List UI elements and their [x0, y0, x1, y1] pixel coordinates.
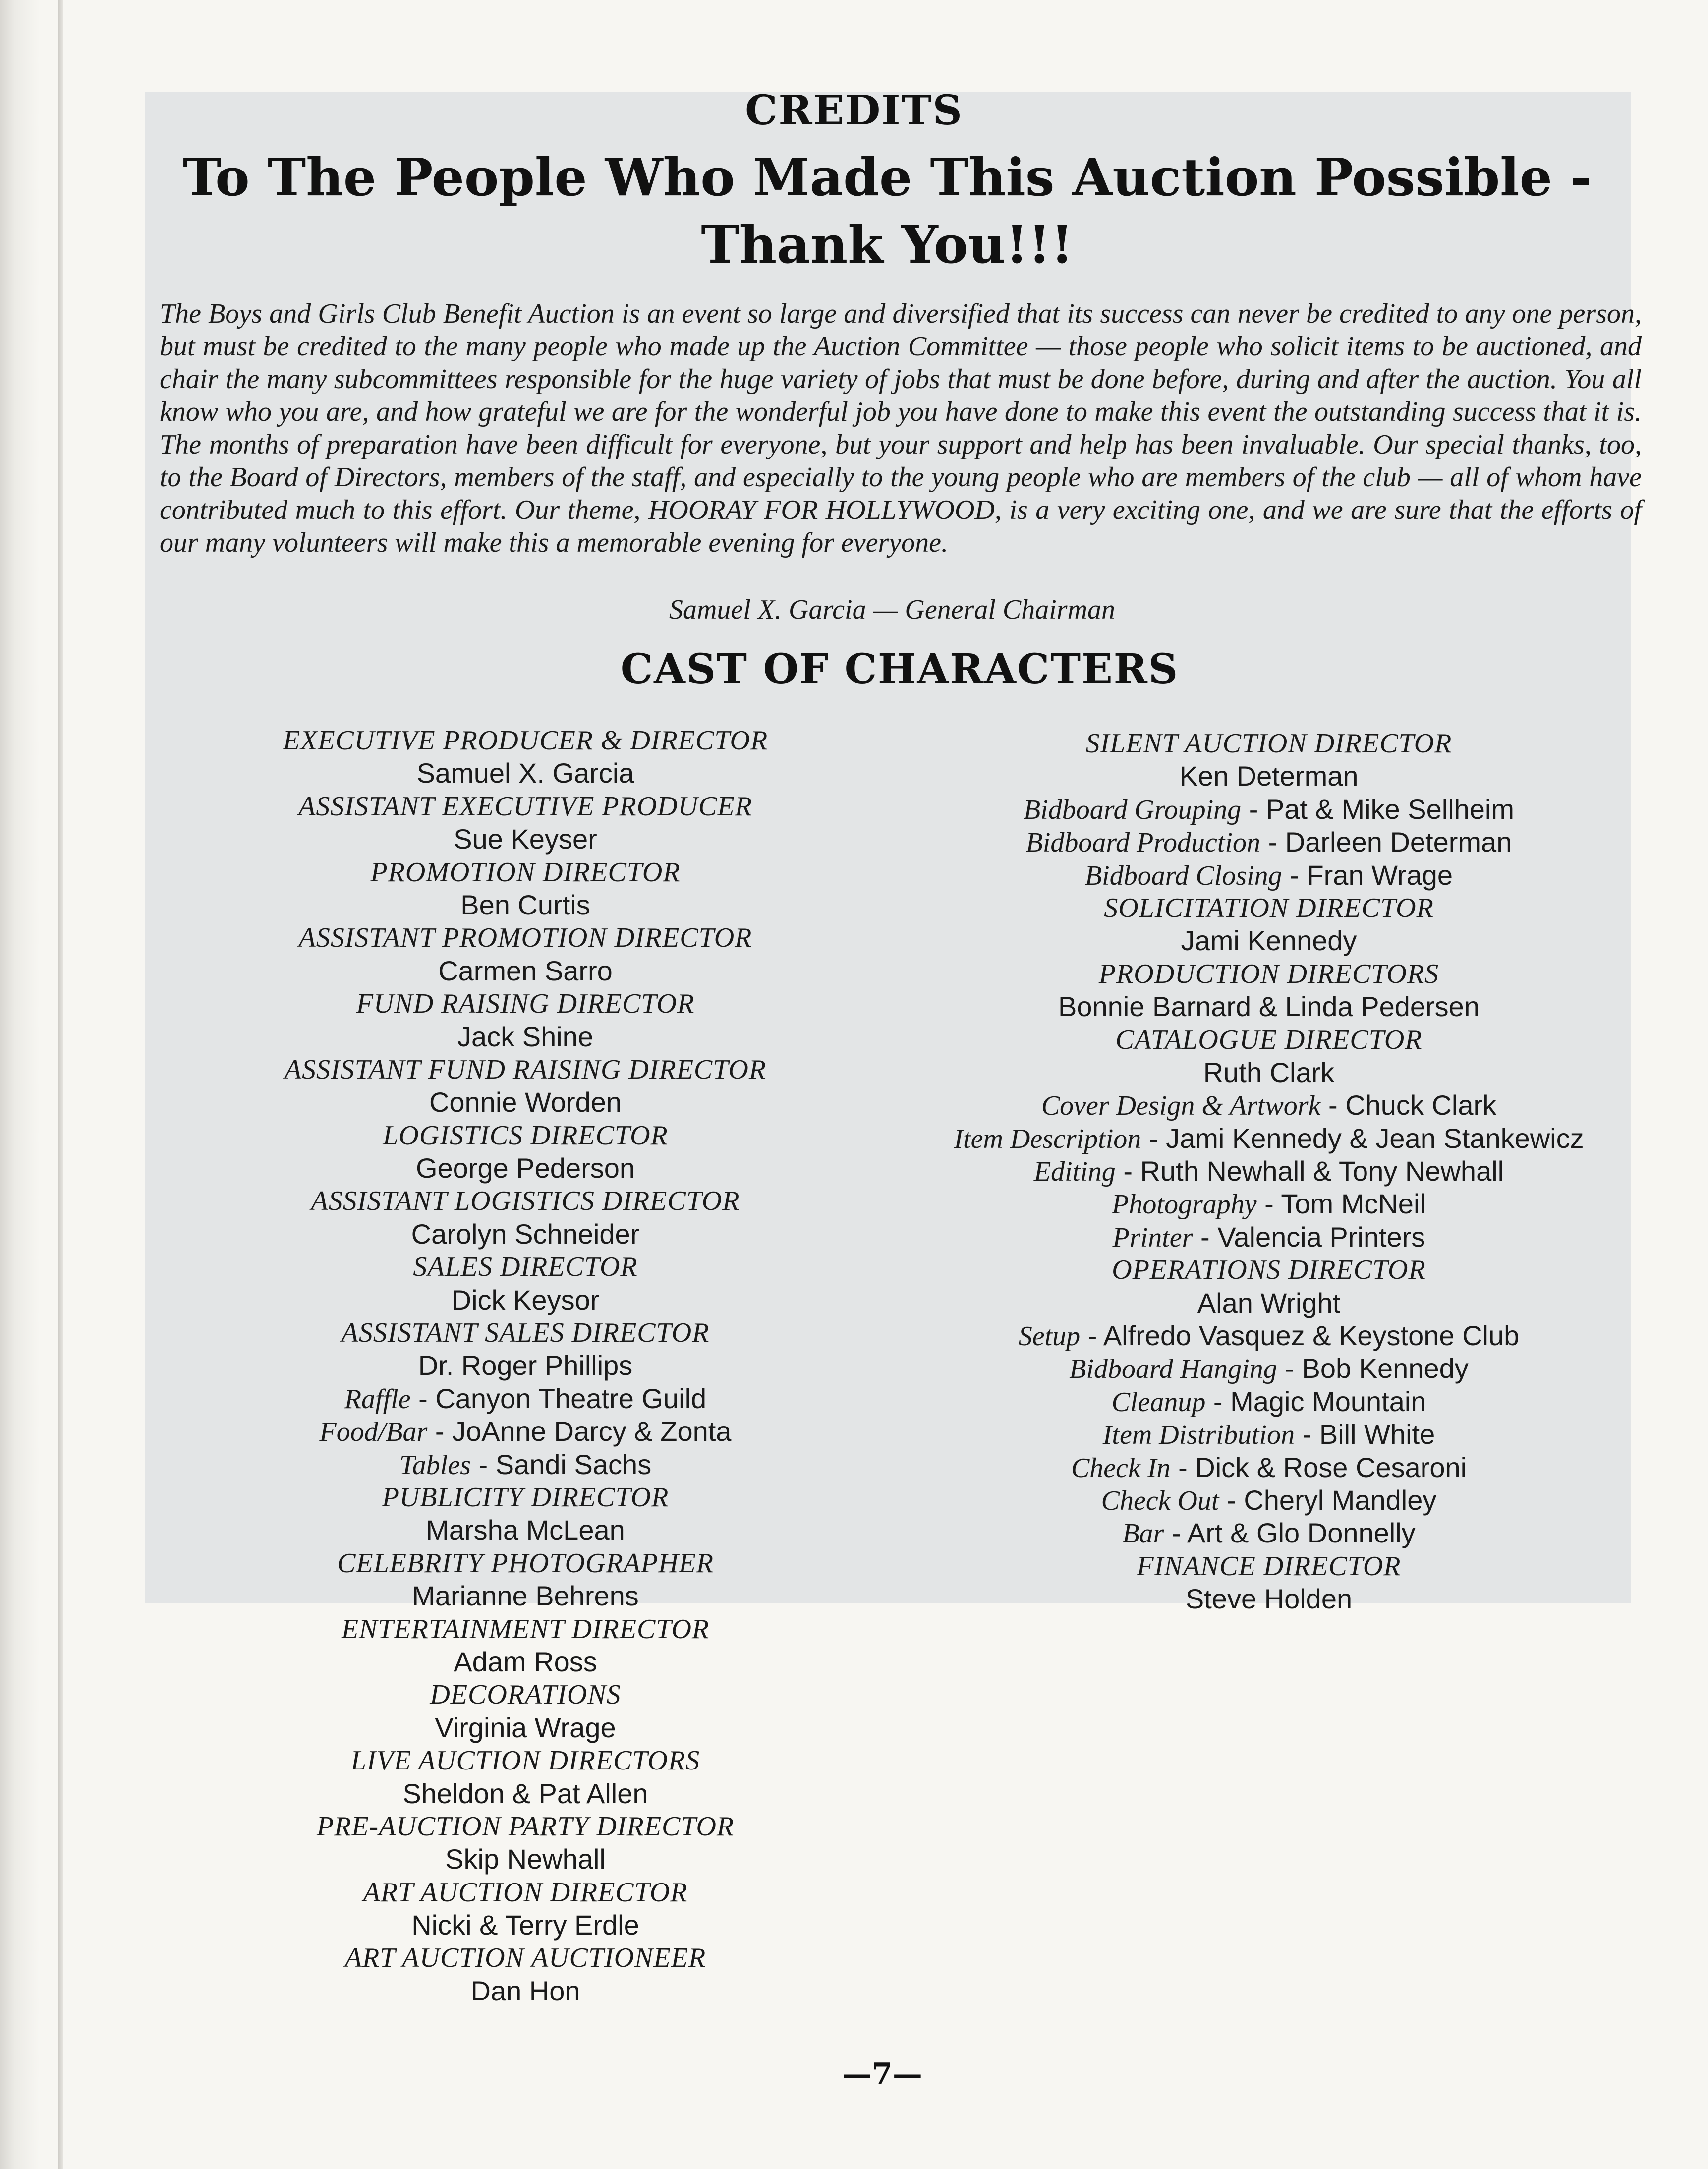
- role-title: PRODUCTION DIRECTORS: [1098, 958, 1439, 989]
- assignee-name: Fran Wrage: [1307, 859, 1453, 891]
- role-assignment: [892, 1451, 1646, 1484]
- role-title: LIVE AUCTION DIRECTORS: [350, 1745, 700, 1776]
- thanks-heading: [149, 144, 1626, 279]
- person-name: Samuel X. Garcia: [416, 757, 634, 789]
- role-assignment: [892, 1155, 1646, 1188]
- sub-role-label: Cleanup: [1111, 1386, 1206, 1418]
- person-name: Virginia Wrage: [435, 1712, 616, 1743]
- assignee-name: Pat & Mike Sellheim: [1265, 793, 1515, 825]
- person-name: Dick Keysor: [451, 1284, 600, 1315]
- person-name: Carmen Sarro: [438, 955, 613, 986]
- role-title: DECORATIONS: [430, 1679, 621, 1711]
- role-assignment: [892, 826, 1646, 858]
- separator: -: [410, 1382, 436, 1414]
- role-assignment: [892, 1385, 1646, 1418]
- person-name: Adam Ross: [454, 1646, 597, 1677]
- role-assignment: [892, 793, 1646, 826]
- assignee-name: Canyon Theatre Guild: [435, 1382, 707, 1414]
- sub-role-label: Printer: [1112, 1222, 1193, 1253]
- role-title: ASSISTANT LOGISTICS DIRECTOR: [311, 1186, 740, 1217]
- separator: -: [427, 1416, 453, 1447]
- role-title: ASSISTANT PROMOTION DIRECTOR: [298, 922, 752, 954]
- person-name: Ruth Clark: [1203, 1056, 1335, 1088]
- person-name: Sue Keyser: [454, 823, 597, 855]
- assignee-name: Art & Glo Donnelly: [1187, 1517, 1416, 1549]
- sub-role-label: Check Out: [1101, 1485, 1219, 1516]
- assignee-name: Chuck Clark: [1345, 1089, 1497, 1121]
- role-assignment: [892, 1352, 1646, 1385]
- person-name: Marsha McLean: [426, 1514, 625, 1546]
- role-title: OPERATIONS DIRECTOR: [1112, 1255, 1426, 1286]
- role-assignment: [228, 1448, 823, 1481]
- cast-left-column: [228, 724, 823, 2007]
- assignee-name: Ruth Newhall & Tony Newhall: [1140, 1155, 1504, 1187]
- assignee-name: Bill White: [1319, 1419, 1435, 1450]
- assignee-name: Dick & Rose Cesaroni: [1195, 1451, 1467, 1483]
- person-name: Ben Curtis: [460, 889, 590, 920]
- separator: -: [1141, 1122, 1166, 1154]
- role-assignment: [892, 1188, 1646, 1220]
- person-name: Ken Determan: [1179, 760, 1359, 792]
- role-assignment: [892, 1319, 1646, 1352]
- role-assignment: [892, 859, 1646, 892]
- role-title: ASSISTANT EXECUTIVE PRODUCER: [298, 791, 752, 822]
- cast-right-column: [892, 727, 1646, 1616]
- credits-title: CREDITS: [745, 87, 963, 134]
- role-assignment: [892, 1418, 1646, 1451]
- person-name: George Pederson: [415, 1152, 635, 1184]
- assignee-name: JoAnne Darcy & Zonta: [452, 1416, 732, 1447]
- separator: -: [1080, 1320, 1103, 1352]
- role-title: FINANCE DIRECTOR: [1137, 1550, 1401, 1582]
- separator: -: [1205, 1385, 1231, 1417]
- role-title: CELEBRITY PHOTOGRAPHER: [337, 1547, 714, 1579]
- role-title: SOLICITATION DIRECTOR: [1104, 892, 1434, 923]
- person-name: Skip Newhall: [445, 1843, 606, 1875]
- person-name: Dr. Roger Phillips: [418, 1350, 633, 1381]
- person-name: Jack Shine: [457, 1021, 593, 1052]
- separator: -: [1219, 1484, 1244, 1516]
- role-title: PUBLICITY DIRECTOR: [382, 1482, 669, 1513]
- sub-role-label: Photography: [1112, 1189, 1257, 1220]
- role-title: ENTERTAINMENT DIRECTOR: [341, 1613, 710, 1645]
- role-title: PROMOTION DIRECTOR: [370, 856, 681, 888]
- sub-role-label: Bar: [1122, 1518, 1164, 1549]
- sub-role-label: Cover Design & Artwork: [1041, 1090, 1321, 1122]
- sub-role-label: Bidboard Closing: [1084, 860, 1282, 891]
- separator: -: [1282, 859, 1307, 891]
- role-assignment: [892, 1089, 1646, 1122]
- assignee-name: Cheryl Mandley: [1244, 1484, 1437, 1516]
- sub-role-label: Food/Bar: [319, 1417, 428, 1448]
- assignee-name: Darleen Determan: [1285, 826, 1512, 858]
- separator: -: [1241, 793, 1266, 825]
- separator: -: [1164, 1517, 1188, 1549]
- cast-heading: CAST OF CHARACTERS: [620, 645, 1179, 693]
- role-title: FUND RAISING DIRECTOR: [356, 988, 695, 1020]
- person-name: Carolyn Schneider: [411, 1218, 640, 1250]
- separator: -: [1193, 1221, 1218, 1253]
- separator: -: [1260, 826, 1285, 858]
- sub-role-label: Bidboard Grouping: [1023, 794, 1242, 825]
- page-spine: [58, 0, 63, 2169]
- role-title: ART AUCTION DIRECTOR: [363, 1877, 688, 1908]
- separator: -: [1256, 1188, 1281, 1220]
- role-title: SILENT AUCTION DIRECTOR: [1085, 728, 1452, 759]
- person-name: Steve Holden: [1185, 1583, 1353, 1615]
- person-name: Connie Worden: [429, 1086, 622, 1118]
- assignee-name: Magic Mountain: [1230, 1385, 1426, 1417]
- assignee-name: Sandi Sachs: [495, 1448, 652, 1480]
- role-assignment: [228, 1382, 823, 1415]
- chairman-signature: Samuel X. Garcia — General Chairman: [669, 594, 1116, 625]
- sub-role-label: Item Description: [954, 1123, 1141, 1154]
- person-name: Dan Hon: [470, 1975, 580, 2006]
- role-assignment: [892, 1517, 1646, 1549]
- person-name: Nicki & Terry Erdle: [411, 1909, 639, 1941]
- role-title: SALES DIRECTOR: [413, 1252, 638, 1283]
- separator: -: [1170, 1451, 1196, 1483]
- role-title: LOGISTICS DIRECTOR: [383, 1120, 668, 1151]
- person-name: Jami Kennedy: [1181, 925, 1357, 957]
- role-title: ASSISTANT FUND RAISING DIRECTOR: [284, 1054, 767, 1085]
- sub-role-label: Item Distribution: [1102, 1420, 1295, 1451]
- role-title: PRE-AUCTION PARTY DIRECTOR: [316, 1811, 735, 1842]
- sub-role-label: Tables: [399, 1449, 471, 1481]
- sub-role-label: Bidboard Production: [1025, 827, 1261, 858]
- thanks-heading-line-1: To The People Who Made This Auction Possible -: [182, 147, 1592, 208]
- thanks-heading-line-2: Thank You!!!: [701, 214, 1074, 275]
- role-title: CATALOGUE DIRECTOR: [1115, 1024, 1423, 1055]
- person-name: Alan Wright: [1197, 1287, 1341, 1318]
- separator: -: [1295, 1419, 1319, 1450]
- sub-role-label: Bidboard Hanging: [1069, 1354, 1277, 1385]
- intro-paragraph: The Boys and Girls Club Benefit Auction is an event so large and diversified that its success can never be credited to any one person, but must be credited to the many people who made up the Auction Committee — those people who solicit items to be auctioned, and chair the many subcommittees responsible for the huge variety of jobs that must be done before, during and after the auction. You all know who you are, and how grateful we are for the wonderful job you have done to make this event the outstanding success that it is. The months of preparation have been difficult for everyone, but your support and help has been invaluable. Our special thanks, too, to the Board of Directors, members of the staff, and especially to the young people who are members of the club — all of whom have contributed much to this effort. Our theme, HOORAY FOR HOLLYWOOD, is a very exciting one, and we are sure that the efforts of our many volunteers will make this a memorable evening for everyone.: [160, 298, 1642, 558]
- role-assignment: [892, 1484, 1646, 1517]
- person-name: Sheldon & Pat Allen: [402, 1777, 648, 1809]
- assignee-name: Jami Kennedy & Jean Stankewicz: [1166, 1122, 1584, 1154]
- person-name: Bonnie Barnard & Linda Pedersen: [1058, 991, 1480, 1023]
- role-title: EXECUTIVE PRODUCER & DIRECTOR: [283, 725, 768, 756]
- assignee-name: Bob Kennedy: [1302, 1353, 1469, 1384]
- role-assignment: [228, 1415, 823, 1448]
- separator: -: [471, 1448, 496, 1480]
- assignee-name: Valencia Printers: [1217, 1221, 1425, 1253]
- sub-role-label: Raffle: [344, 1383, 411, 1415]
- sub-role-label: Check In: [1071, 1452, 1171, 1484]
- assignee-name: Alfredo Vasquez & Keystone Club: [1103, 1320, 1520, 1352]
- person-name: Marianne Behrens: [412, 1580, 639, 1612]
- separator: -: [1277, 1353, 1302, 1384]
- separator: -: [1115, 1155, 1140, 1187]
- separator: -: [1320, 1089, 1346, 1121]
- assignee-name: Tom McNeil: [1281, 1188, 1426, 1220]
- sub-role-label: Setup: [1018, 1321, 1081, 1352]
- role-assignment: [892, 1122, 1646, 1155]
- role-title: ASSISTANT SALES DIRECTOR: [341, 1317, 710, 1349]
- page-number: —7—: [842, 2057, 922, 2092]
- sub-role-label: Editing: [1033, 1156, 1116, 1188]
- role-assignment: [892, 1221, 1646, 1254]
- role-title: ART AUCTION AUCTIONEER: [344, 1942, 706, 1974]
